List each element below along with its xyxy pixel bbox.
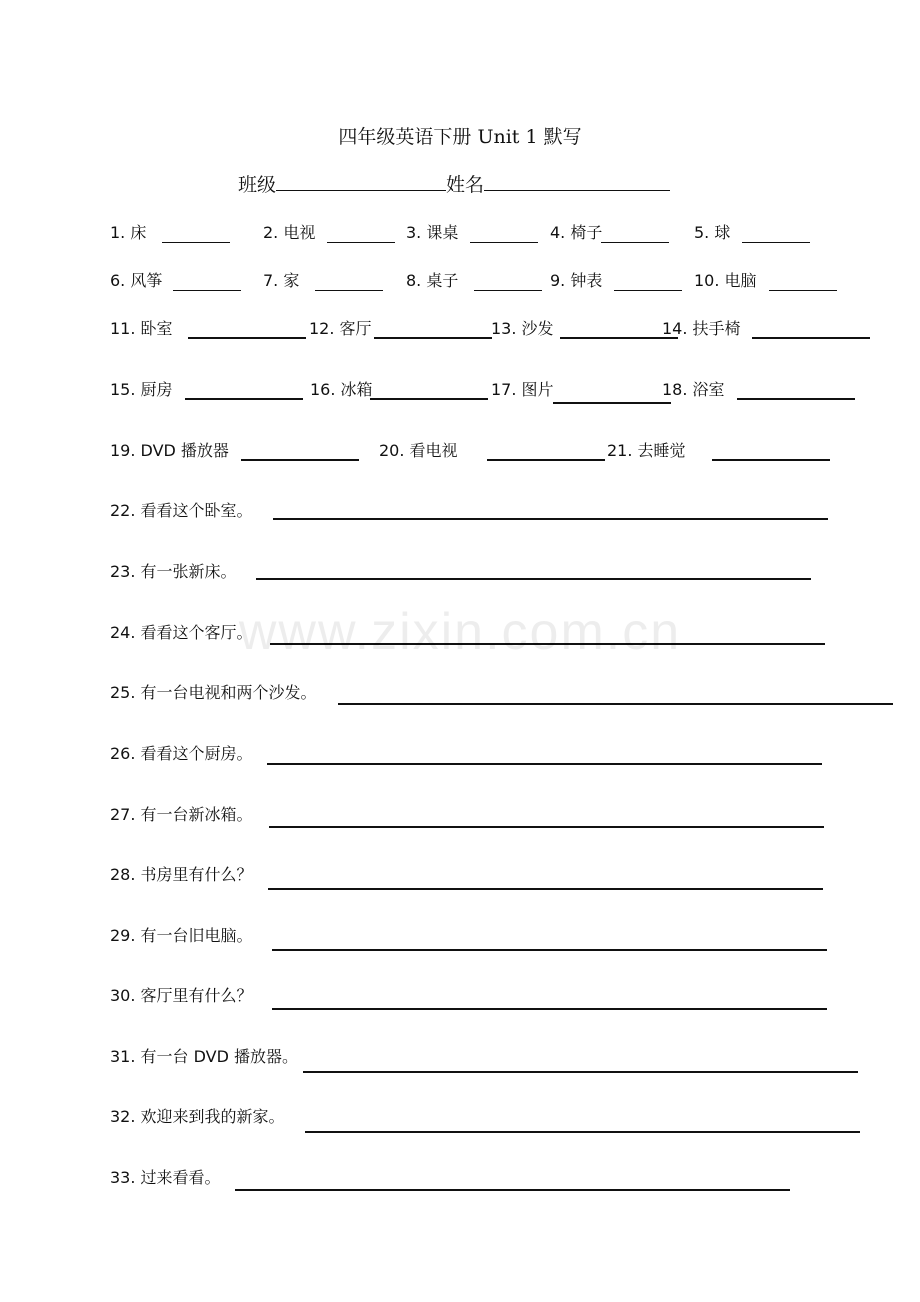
word-blank-10[interactable] — [769, 290, 837, 291]
sentence-item-30: 30. 客厅里有什么？ — [110, 986, 253, 1005]
word-blank-5[interactable] — [742, 242, 810, 243]
word-blank-16[interactable] — [370, 398, 488, 400]
word-blank-6[interactable] — [173, 290, 241, 291]
word-item-9: 9. 钟表 — [550, 271, 603, 290]
word-blank-4[interactable] — [601, 242, 669, 243]
word-item-8: 8. 桌子 — [406, 271, 459, 290]
word-blank-3[interactable] — [470, 242, 538, 243]
word-item-1: 1. 床 — [110, 223, 147, 242]
word-item-18: 18. 浴室 — [662, 380, 725, 399]
word-blank-2[interactable] — [327, 242, 395, 243]
word-item-7: 7. 家 — [263, 271, 300, 290]
word-item-6: 6. 风筝 — [110, 271, 163, 290]
sentence-blank-28[interactable] — [268, 888, 823, 890]
sentence-item-31: 31. 有一台 DVD 播放器。 — [110, 1047, 299, 1066]
name-blank[interactable] — [484, 170, 670, 191]
watermark-text: www.zixin.com.cn — [238, 603, 682, 661]
sentence-blank-25[interactable] — [338, 703, 893, 705]
sentence-item-32: 32. 欢迎来到我的新家。 — [110, 1107, 285, 1126]
word-blank-13[interactable] — [560, 337, 678, 339]
word-item-20: 20. 看电视 — [379, 441, 458, 460]
sentence-item-22: 22. 看看这个卧室。 — [110, 501, 253, 520]
word-blank-15[interactable] — [185, 398, 303, 400]
word-item-13: 13. 沙发 — [491, 319, 554, 338]
class-label: 班级 — [238, 174, 277, 196]
sentence-item-27: 27. 有一台新冰箱。 — [110, 805, 253, 824]
sentence-blank-31[interactable] — [303, 1071, 858, 1073]
class-blank[interactable] — [276, 170, 446, 191]
sentence-item-33: 33. 过来看看。 — [110, 1168, 221, 1187]
sentence-item-24: 24. 看看这个客厅。 — [110, 623, 253, 642]
word-item-15: 15. 厨房 — [110, 380, 173, 399]
sentence-item-23: 23. 有一张新床。 — [110, 562, 237, 581]
word-item-10: 10. 电脑 — [694, 271, 757, 290]
word-blank-1[interactable] — [162, 242, 230, 243]
sentence-item-29: 29. 有一台旧电脑。 — [110, 926, 253, 945]
word-item-5: 5. 球 — [694, 223, 731, 242]
word-blank-8[interactable] — [474, 290, 542, 291]
word-item-14: 14. 扶手椅 — [662, 319, 741, 338]
student-info-line — [238, 170, 670, 197]
word-item-2: 2. 电视 — [263, 223, 316, 242]
sentence-blank-23[interactable] — [256, 578, 811, 580]
sentence-blank-26[interactable] — [267, 763, 822, 765]
sentence-blank-32[interactable] — [305, 1131, 860, 1133]
word-blank-11[interactable] — [188, 337, 306, 339]
word-item-16: 16. 冰箱 — [310, 380, 373, 399]
sentence-item-28: 28. 书房里有什么？ — [110, 865, 253, 884]
word-blank-18[interactable] — [737, 398, 855, 400]
word-blank-19[interactable] — [241, 459, 359, 461]
word-blank-20[interactable] — [487, 459, 605, 461]
worksheet-title: 四年级英语下册 Unit 1 默写 — [338, 126, 582, 148]
word-item-3: 3. 课桌 — [406, 223, 459, 242]
word-item-4: 4. 椅子 — [550, 223, 603, 242]
sentence-blank-24[interactable] — [270, 643, 825, 645]
sentence-blank-29[interactable] — [272, 949, 827, 951]
word-item-21: 21. 去睡觉 — [607, 441, 686, 460]
word-item-17: 17. 图片 — [491, 380, 554, 399]
sentence-blank-27[interactable] — [269, 826, 824, 828]
word-blank-21[interactable] — [712, 459, 830, 461]
sentence-blank-33[interactable] — [235, 1189, 790, 1191]
word-blank-7[interactable] — [315, 290, 383, 291]
sentence-blank-30[interactable] — [272, 1008, 827, 1010]
word-blank-9[interactable] — [614, 290, 682, 291]
sentence-item-26: 26. 看看这个厨房。 — [110, 744, 253, 763]
word-blank-14[interactable] — [752, 337, 870, 339]
word-item-19: 19. DVD 播放器 — [110, 441, 229, 460]
word-blank-12[interactable] — [374, 337, 492, 339]
word-item-12: 12. 客厅 — [309, 319, 372, 338]
name-label: 姓名 — [446, 174, 485, 196]
sentence-item-25: 25. 有一台电视和两个沙发。 — [110, 683, 317, 702]
word-item-11: 11. 卧室 — [110, 319, 173, 338]
word-blank-17[interactable] — [553, 402, 671, 404]
sentence-blank-22[interactable] — [273, 518, 828, 520]
